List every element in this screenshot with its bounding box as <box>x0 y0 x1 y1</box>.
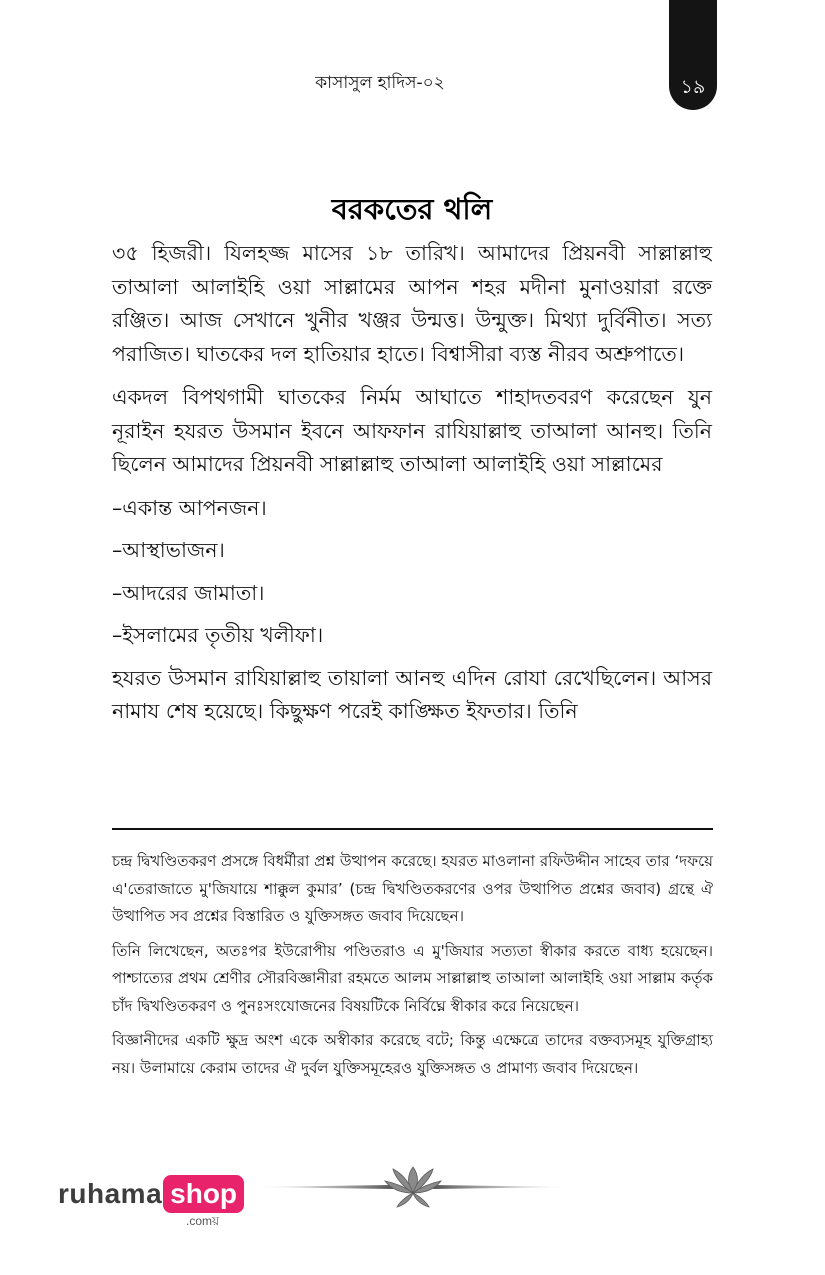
lotus-ornament-icon <box>253 1163 573 1209</box>
paragraph: হযরত উসমান রাযিয়াল্লাহু তায়ালা আনহু এদিন রোযা রেখেছিলেন। আসর নামায শেষ হয়েছে। কিছুক্ষণ পরেই কাঙ্ক্ষিত ইফতার। তিনি <box>112 665 712 723</box>
logo-shop-badge: shop <box>163 1175 244 1213</box>
footnote-paragraph: চন্দ্র দ্বিখণ্ডিতকরণ প্রসঙ্গে বিধর্মীরা প্রশ্ন উত্থাপন করেছে। হযরত মাওলানা রফিউদ্দীন সাহেব তার ‘দফয়ে এ'তেরাজাতে মু'জিযায়ে শাক্কুল কুমার’ (চন্দ্র দ্বিখণ্ডিতকরণের ওপর উত্থাপিত প্রশ্নের জবাব) গ্রন্থে ঐ উত্থাপিত সব প্রশ্নের বিস্তারিত ও যুক্তিসঙ্গত জবাব দিয়েছেন। <box>112 852 713 925</box>
paragraph: ৩৫ হিজরী। যিলহজ্জ মাসের ১৮ তারিখ। আমাদের প্রিয়নবী সাল্লাল্লাহু তাআলা আলাইহি ওয়া সাল্লামের আপন শহর মদীনা মুনাওয়ারা রক্তে রঞ্জিত। আজ সেখানে খুনীর খঞ্জর উন্মত্ত। উন্মুক্ত। মিথ্যা দুর্বিনীত। সত্য পরাজিত। ঘাতকের দল হাতিয়ার হাতে। বিশ্বাসীরা ব্যস্ত নীরব অশ্রুপাতে। <box>112 241 712 366</box>
running-header-title: কাসাসুল হাদিস-০২ <box>315 73 445 93</box>
page-number: ১৯ <box>680 76 706 98</box>
ruhamashop-logo <box>58 1175 244 1228</box>
dash-line: –আদরের জামাতা। <box>112 580 265 605</box>
logo-word: ruhama <box>58 1178 163 1209</box>
main-text <box>112 237 712 739</box>
dash-line: –আস্থাভাজন। <box>112 538 225 562</box>
footnotes <box>112 848 713 1089</box>
footnote-paragraph: তিনি লিখেছেন, অতঃপর ইউরোপীয় পণ্ডিতরাও এ মু'জিযার সত্যতা স্বীকার করতে বাধ্য হয়েছেন। পাশ্চাত্যের প্রথম শ্রেণীর সৌরবিজ্ঞানীরা রহমতে আলম সাল্লাল্লাহু তাআলা আলাইহি ওয়া সাল্লাম কর্তৃক চাঁদ দ্বিখণ্ডিতকরণ ও পুনঃসংযোজনের বিষয়টিকে নির্বিঘ্নে স্বীকার করে নিয়েছেন। <box>112 941 713 1015</box>
footnote-paragraph: বিজ্ঞানীদের একটি ক্ষুদ্র অংশ একে অস্বীকার করেছে বটে; কিন্তু এক্ষেত্রে তাদের বক্তব্যসমূহ যুক্তিগ্রাহ্য নয়। উলামায়ে কেরাম তাদের ঐ দুর্বল যুক্তিসমূহেরও যুক্তিসঙ্গত ও প্রামাণ্য জবাব দিয়েছেন। <box>112 1031 713 1077</box>
logo-domain: .comয় <box>186 1214 220 1228</box>
paragraph: একদল বিপথগামী ঘাতকের নির্মম আঘাতে শাহাদতবরণ করেছেন যুন নূরাইন হযরত উসমান ইবনে আফফান রাযিয়াল্লাহু তাআলা আনহু। তিনি ছিলেন আমাদের প্রিয়নবী সাল্লাল্লাহু তাআলা আলাইহি ওয়া সাল্লামের <box>112 385 712 476</box>
footnote-divider <box>112 828 713 830</box>
dash-line: –একান্ত আপনজন। <box>112 495 267 520</box>
chapter-title: বরকতের থলি <box>331 192 493 226</box>
dash-line: –ইসলামের তৃতীয় খলীফা। <box>112 623 324 647</box>
